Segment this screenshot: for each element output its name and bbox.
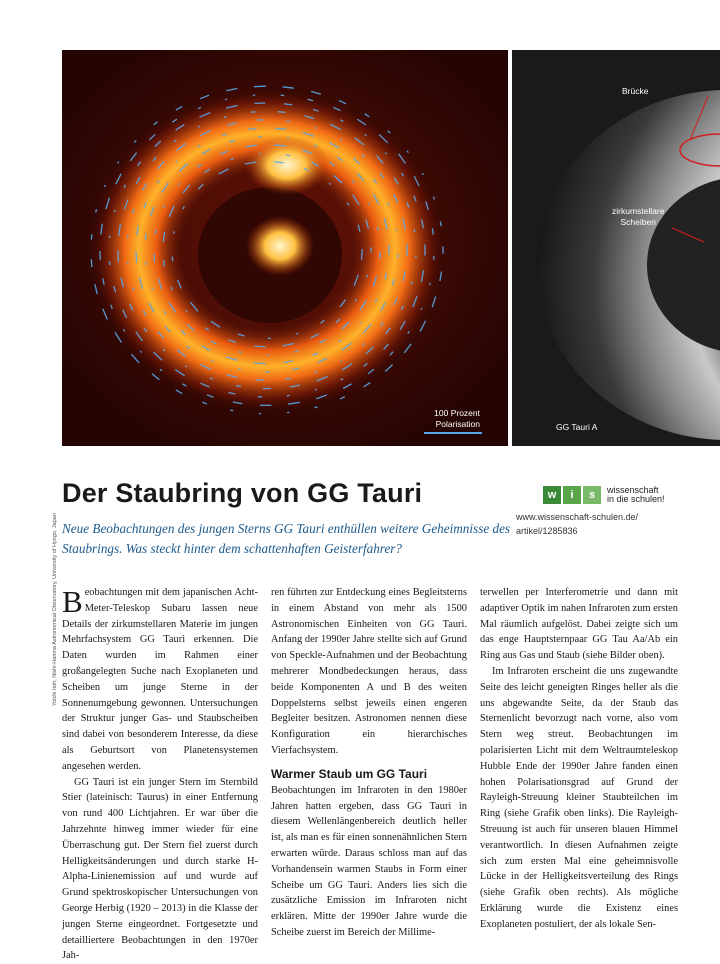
polarization-vector — [225, 99, 227, 100]
paragraph: terwellen per Interferometrie und dann mit adaptiver Optik im nahen Infraroten zum ersten Mal räumlich aufgelöst. Dabei zeigte sich um das enge Hauptsternpaar GG Tau Aa/Ab ein Ring aus Gas und Staub (siehe Bilder oben). — [480, 585, 678, 664]
polarization-vector — [296, 333, 298, 334]
polarization-vector — [286, 121, 290, 122]
paragraph: GG Tauri ist ein junger Stern im Sternbild Stier (lateinisch: Taurus) in einer Entfernung von rund 400 Lichtjahren. Er war über die Jahrzehnte hinweg immer wieder für eine Überraschung gut. Der Stern fiel zuerst durch Helligkeitsänderungen und durch starke H-Alpha-Linienemission auf und wurde auf Grund spektroskopischer Untersuchungen von George Herbig (1920 – 2013) in die Klasse der jungen Sterne eingeordnet. Fortgesetzte und detailliertere Beobachtungen in den 1970er Jah- — [62, 775, 258, 964]
polarization-vector — [367, 275, 368, 277]
section-heading: Warmer Staub um GG Tauri — [271, 765, 467, 783]
wis-letter-w: w — [543, 486, 561, 504]
wis-logo[interactable] — [543, 485, 665, 505]
polarization-image — [62, 50, 508, 446]
article-title: Der Staubring von GG Tauri — [62, 478, 422, 509]
wis-letter-s: s — [583, 486, 601, 504]
polarization-vector — [440, 221, 441, 226]
polarization-vector — [164, 205, 165, 207]
polarization-scale-label: 100 Prozent Polarisation — [434, 408, 480, 430]
label-bridge: Brücke — [622, 86, 648, 97]
polarization-vector — [315, 389, 317, 390]
polarization-vector — [286, 155, 290, 156]
polarization-vector — [368, 203, 369, 205]
polarization-vector — [96, 209, 97, 212]
wis-letter-i: i — [563, 486, 581, 504]
polarization-vector — [430, 283, 431, 285]
polarization-vector — [315, 128, 317, 129]
polarization-vector — [152, 288, 153, 290]
polarization-map — [62, 50, 508, 446]
polarization-vector — [146, 234, 147, 240]
polarization-vector — [164, 260, 165, 267]
polarization-vector — [114, 210, 115, 212]
polarization-vector — [256, 380, 265, 381]
polarization-vector — [388, 203, 389, 206]
polarization-vector — [105, 185, 106, 187]
drop-cap: B — [62, 589, 83, 615]
polarization-vector — [432, 228, 433, 234]
article-subtitle: Neue Beobachtungen des jungen Sterns GG Tauri enthüllen weitere Geheimnisse des Staubrings. Was steckt hinter dem schattenhaften Geisterfahrer? — [62, 519, 562, 559]
polarization-vector — [421, 308, 422, 310]
polarization-vector — [340, 360, 342, 361]
paragraph: ren führten zur Entdeckung eines Begleitsterns in einem Abstand von mehr als 1500 Astronomischen Einheiten von GG Tauri. Anfang der 1990er Jahre stellte sich auf Grund von Speckle-Aufnahmen und der Beobachtung mehrerer Mondbedeckungen heraus, dass beide Komponenten A und B des weiten Doppelsterns selbst jeweils einen engeren Begleiter besitzen. Astronomen nennen diese Konfiguration ein hierarchisches Vierfachsystem. — [271, 585, 467, 759]
paragraph: Beobachtungen mit dem japanischen Acht-Meter-Teleskop Subaru lassen neue Details der zirkumstellaren Materie im jungen Mehrfachsystem GG Tauri erkennen. Die Daten wurden im Rahmen einer großangelegten Suche nach Exoplaneten und Scheiben um junge Sterne in der Sonnenumgebung gewonnen. Untersuchungen der Struktur junger Gas- und Staubscheiben sind dabei von besonderem Interesse, da diese als Geburtsort von Planetensystemen angesehen werden. — [62, 585, 258, 775]
polarization-vector — [411, 282, 412, 285]
polarization-vector — [254, 346, 265, 347]
paragraph: Im Infraroten erscheint die uns zugewandte Seite des leicht geneigten Ringes heller als die uns abgewandte Seite, da der Staub das Sternenlicht bevorzugt nach vorne, also vom Stern weg streut. Beobachtungen im polarisierten Licht mit dem Weltraumteleskop Hubble Ende der 1990er Jahre fanden einen hohen Polarisationsgrad auf Grund der Rayleigh-Streuung kleiner Staubteilchen im Ring (siehe Grafik oben links). Die Rayleigh-Streuung ist auch für unseren blauen Himmel verantwortlich. In diesen Aufnahmen zeigte sich zum ersten Mal eine geheimnisvolle Lücke in der Helligkeitsverteilung des Rings (siehe Grafik oben rechts). Als mögliche Erklärung wurde die Existenz eines Exoplaneten postuliert, der als lokale Sen- — [480, 664, 678, 933]
polarization-vector — [198, 126, 200, 127]
label-gg-tauri-a: GG Tauri A — [556, 422, 597, 433]
wis-tagline: wissenschaft in die schulen! — [607, 486, 665, 505]
polarization-vector — [212, 360, 214, 361]
polarization-vector — [239, 352, 242, 353]
polarization-vector — [230, 410, 233, 411]
polarization-vector — [172, 256, 173, 261]
wis-link[interactable]: www.wissenschaft-schulen.de/ artikel/1285836 — [516, 510, 638, 538]
ring-map — [512, 50, 720, 446]
article-column-3 — [480, 585, 678, 933]
polarization-vector — [136, 251, 137, 262]
polarization-vector — [118, 250, 119, 262]
polarization-vector — [362, 249, 363, 260]
ring-image — [512, 50, 720, 446]
polarization-vector — [155, 229, 156, 234]
polarization-vector — [278, 112, 285, 113]
polarization-vector — [434, 197, 435, 200]
polarization-vector — [185, 366, 187, 367]
polarization-vector — [377, 227, 378, 231]
image-credit: Yoichi Itoh, Nishi-Harima Astronomical Observatory, University of Hyogo, Japan — [52, 446, 62, 706]
polarization-vector — [422, 173, 423, 175]
polarization-vector — [254, 86, 266, 87]
polarization-vector — [224, 117, 227, 118]
polarization-vector — [254, 363, 266, 364]
article-column-2 — [271, 585, 467, 941]
polarization-vector — [154, 254, 155, 263]
article-column-1 — [62, 585, 258, 964]
label-circumstellar-disks: zirkumstellare Scheiben — [612, 206, 664, 228]
polarization-vector — [248, 129, 256, 130]
paragraph: Beobachtungen im Infraroten in den 1980er Jahren hatten ergeben, dass GG Tauri in diesem Wellenlängenbereich deutlich heller ist, als man es für einen sonnenähnlichen Stern erwarten würde. Daraus schloss man auf das Vorhandensein warmen Staubs in Form einer Scheibe um GG Tauri. Anders lies sich die zusätzliche Emission im Infraroten nicht erklären. Mitte der 1990er Jahre wurde die Scheibe zuerst im Bereich der Millime- — [271, 783, 467, 941]
polarization-vector — [91, 259, 92, 267]
polarization-vector — [285, 378, 291, 379]
